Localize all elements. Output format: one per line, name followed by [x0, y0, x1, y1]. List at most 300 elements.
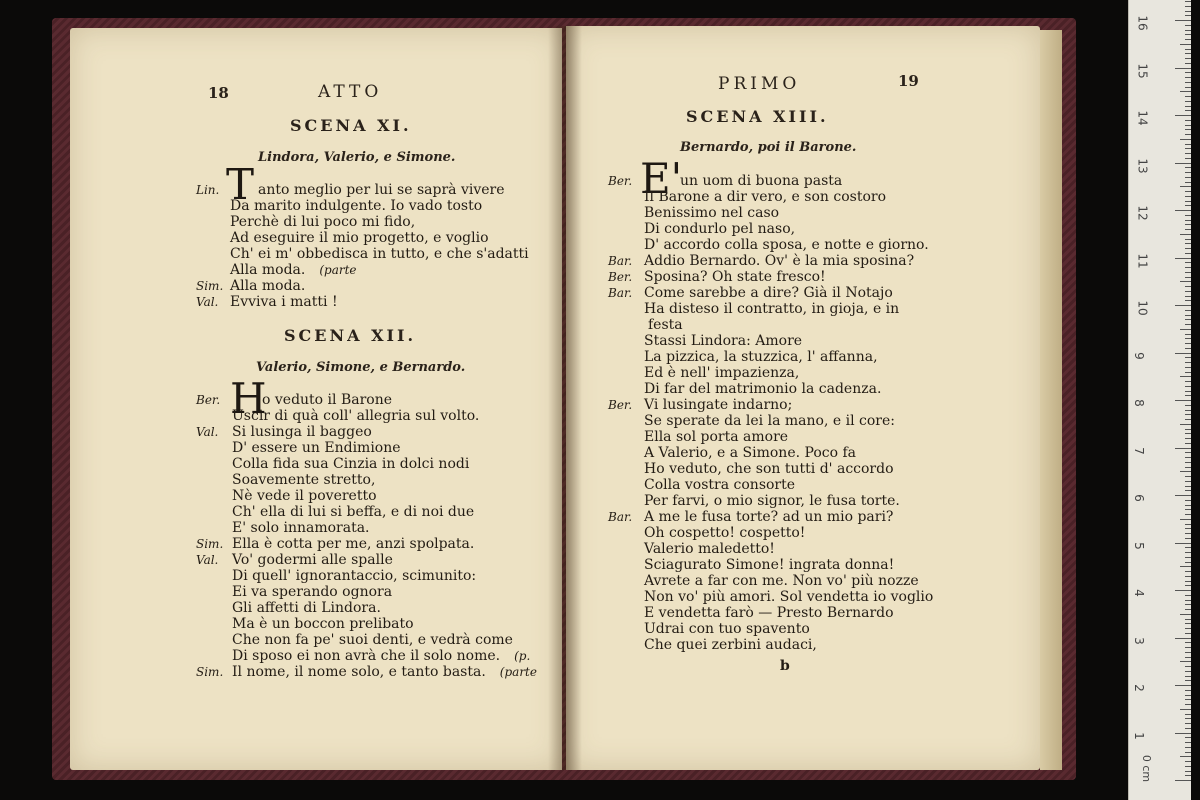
ruler-tick — [1185, 391, 1191, 392]
ruler-tick — [1185, 771, 1191, 772]
ruler-tick — [1185, 338, 1191, 339]
verse-text: festa — [648, 317, 683, 333]
ruler-tick — [1185, 272, 1191, 273]
ruler-tick — [1185, 395, 1191, 396]
ruler-tick — [1180, 376, 1191, 377]
ruler-tick — [1185, 6, 1191, 7]
ruler-tick — [1185, 291, 1191, 292]
ruler-tick — [1185, 63, 1191, 64]
ruler-tick — [1185, 182, 1191, 183]
verse-line — [232, 552, 393, 568]
ruler-tick — [1185, 106, 1191, 107]
verse-text: Se sperate da lei la mano, e il core: — [644, 413, 895, 429]
ruler-tick — [1185, 110, 1191, 111]
ruler-tick — [1185, 125, 1191, 126]
ruler-tick — [1185, 699, 1191, 700]
speaker-label: Val. — [196, 295, 219, 309]
verse-line — [230, 278, 305, 294]
ruler-tick — [1185, 229, 1191, 230]
ruler-tick — [1185, 201, 1191, 202]
ruler-tick — [1185, 728, 1191, 729]
ruler-tick — [1175, 210, 1191, 211]
scene-xi-title: SCENA XI. — [290, 116, 412, 135]
verse-line — [644, 381, 881, 397]
ruler-tick — [1185, 120, 1191, 121]
ruler-tick — [1185, 362, 1191, 363]
verse-line — [644, 365, 799, 381]
verse-text: Nè vede il poveretto — [232, 488, 377, 504]
ruler-tick — [1185, 443, 1191, 444]
ruler-tick — [1185, 419, 1191, 420]
ruler-tick — [1180, 519, 1191, 520]
ruler-tick — [1175, 353, 1191, 354]
ruler-tick — [1185, 414, 1191, 415]
ruler-tick — [1175, 115, 1191, 116]
scene-xii-title: SCENA XII. — [284, 326, 417, 345]
ruler-tick — [1180, 424, 1191, 425]
verse-text: Non vo' più amori. Sol vendetta io voglio — [644, 589, 934, 605]
right-running-head: PRIMO — [718, 74, 801, 94]
ruler-tick — [1185, 72, 1191, 73]
ruler-tick — [1185, 718, 1191, 719]
verse-text: Benissimo nel caso — [644, 205, 780, 221]
verse-line — [232, 616, 414, 632]
verse-line — [644, 189, 886, 205]
ruler-number: 5 — [1131, 541, 1146, 550]
ruler-tick — [1185, 457, 1191, 458]
verse-text: Ei va sperando ognora — [232, 584, 393, 600]
verse-text: Alla moda. — [230, 262, 306, 278]
verse-text: Che non fa pe' suoi denti, e vedrà come — [232, 632, 513, 648]
ruler-unit: 0 cm — [1140, 754, 1154, 783]
ruler-tick — [1185, 429, 1191, 430]
verse-text: Colla vostra consorte — [644, 477, 796, 493]
ruler-tick — [1180, 139, 1191, 140]
verse-line — [258, 182, 505, 198]
verse-line — [644, 285, 893, 301]
verse-line — [232, 536, 474, 552]
scene-xiii-characters: Bernardo, poi il Barone. — [680, 140, 857, 155]
ruler-tick — [1185, 476, 1191, 477]
verse-line — [644, 253, 914, 269]
verse-text: Vo' godermi alle spalle — [232, 552, 393, 568]
verse-text: Il nome, il nome solo, e tanto basta. — [232, 664, 486, 680]
verse-line — [648, 317, 683, 333]
ruler-tick — [1185, 96, 1191, 97]
ruler-tick — [1185, 647, 1191, 648]
ruler-tick — [1185, 671, 1191, 672]
verse-text: Uscir di quà coll' allegria sul volto. — [232, 408, 480, 424]
ruler-tick — [1185, 196, 1191, 197]
ruler-tick — [1185, 500, 1191, 501]
left-running-head: ATTO — [318, 82, 383, 102]
verse-text: Vi lusingate indarno; — [644, 397, 793, 413]
ruler-tick — [1185, 467, 1191, 468]
verse-line — [232, 648, 530, 664]
ruler-tick — [1185, 619, 1191, 620]
ruler-tick — [1185, 604, 1191, 605]
ruler-tick — [1185, 30, 1191, 31]
verse-text: Ad eseguire il mio progetto, e voglio — [230, 230, 489, 246]
ruler-tick — [1185, 1, 1191, 2]
ruler-tick — [1185, 481, 1191, 482]
ruler-tick — [1185, 528, 1191, 529]
ruler-tick — [1185, 167, 1191, 168]
ruler-tick — [1185, 248, 1191, 249]
ruler-tick — [1185, 775, 1191, 776]
speaker-label: Ber. — [608, 174, 633, 188]
ruler-tick — [1175, 780, 1191, 781]
ruler-tick — [1185, 129, 1191, 130]
verse-line — [232, 472, 375, 488]
speaker-label: Ber. — [196, 393, 221, 407]
verse-line — [232, 600, 381, 616]
verse-line — [230, 214, 415, 230]
ruler-tick — [1185, 205, 1191, 206]
verse-text: Di condurlo pel naso, — [644, 221, 796, 237]
verse-text: Gli affetti di Lindora. — [232, 600, 381, 616]
ruler-tick — [1185, 310, 1191, 311]
ruler-tick — [1185, 633, 1191, 634]
ruler-tick — [1185, 704, 1191, 705]
ruler-tick — [1185, 509, 1191, 510]
ruler-tick — [1185, 714, 1191, 715]
verse-text: Udrai con tuo spavento — [644, 621, 810, 637]
speaker-label: Val. — [196, 425, 219, 439]
ruler-tick — [1185, 690, 1191, 691]
verse-text: Per farvi, o mio signor, le fusa torte. — [644, 493, 900, 509]
stage-direction: (parte — [499, 665, 537, 679]
verse-text: Alla moda. — [230, 278, 306, 294]
verse-text: Di sposo ei non avrà che il solo nome. — [232, 648, 501, 664]
ruler-tick — [1185, 452, 1191, 453]
ruler-tick — [1185, 642, 1191, 643]
ruler-tick — [1185, 296, 1191, 297]
ruler-tick — [1175, 305, 1191, 306]
verse-text: o veduto il Barone — [262, 392, 393, 408]
verse-line — [232, 584, 392, 600]
ruler-tick — [1185, 319, 1191, 320]
verse-text: Di far del matrimonio la cadenza. — [644, 381, 882, 397]
ruler-tick — [1185, 752, 1191, 753]
verse-line — [230, 294, 338, 310]
ruler-tick — [1185, 742, 1191, 743]
ruler-tick — [1185, 277, 1191, 278]
ruler-number: 4 — [1131, 589, 1146, 597]
ruler-tick — [1185, 343, 1191, 344]
ruler-tick — [1185, 562, 1191, 563]
ruler-tick — [1175, 20, 1191, 21]
ruler-tick — [1180, 709, 1191, 710]
ruler-tick — [1185, 410, 1191, 411]
verse-line — [644, 205, 779, 221]
ruler-tick — [1185, 623, 1191, 624]
verse-text: D' accordo colla sposa, e notte e giorno. — [644, 237, 929, 253]
verse-text: Ed è nell' impazienza, — [644, 365, 800, 381]
verse-text: A me le fusa torte? ad un mio pari? — [644, 509, 894, 525]
ruler-tick — [1185, 533, 1191, 534]
verse-text: Come sarebbe a dire? Già il Notajo — [644, 285, 893, 301]
ruler-tick — [1185, 381, 1191, 382]
scene-xi-characters: Lindora, Valerio, e Simone. — [258, 150, 456, 165]
verse-line — [232, 568, 476, 584]
ruler-tick — [1185, 158, 1191, 159]
ruler-tick — [1185, 243, 1191, 244]
verse-line — [644, 605, 894, 621]
ruler-tick — [1185, 191, 1191, 192]
verse-line — [232, 424, 372, 440]
ruler-tick — [1175, 400, 1191, 401]
verse-text: La pizzica, la stuzzica, l' affanna, — [644, 349, 878, 365]
ruler-tick — [1185, 657, 1191, 658]
verse-line — [232, 520, 370, 536]
scene-xiii-drop-cap: E' — [640, 154, 683, 203]
verse-text: Ch' ella di lui si beffa, e di noi due — [232, 504, 475, 520]
ruler-tick — [1185, 652, 1191, 653]
ruler-tick — [1180, 471, 1191, 472]
ruler-number: 8 — [1131, 399, 1146, 407]
ruler-tick — [1185, 557, 1191, 558]
ruler-tick — [1185, 148, 1191, 149]
ruler-tick — [1185, 253, 1191, 254]
ruler-tick — [1185, 367, 1191, 368]
signature-mark: b — [780, 658, 790, 674]
ruler-tick — [1175, 163, 1191, 164]
verse-line — [644, 541, 775, 557]
speaker-label: Bar. — [608, 254, 633, 268]
ruler-tick — [1185, 438, 1191, 439]
ruler-number: 3 — [1131, 636, 1146, 645]
verse-text: Da marito indulgente. Io vado tosto — [230, 198, 483, 214]
verse-text: Soavemente stretto, — [232, 472, 376, 488]
verse-text: Valerio maledetto! — [644, 541, 775, 557]
ruler-tick — [1185, 628, 1191, 629]
right-page — [566, 26, 1040, 770]
ruler-tick — [1180, 661, 1191, 662]
ruler-tick — [1185, 405, 1191, 406]
book-gutter — [548, 26, 582, 770]
ruler-number: 14 — [1135, 110, 1150, 126]
verse-line — [232, 440, 401, 456]
ruler-tick — [1185, 372, 1191, 373]
left-page-number: 18 — [208, 84, 229, 102]
verse-text: Oh cospetto! cospetto! — [644, 525, 806, 541]
verse-text: Ma è un boccon prelibato — [232, 616, 414, 632]
verse-text: Ch' ei m' obbedisca in tutto, e che s'adatti — [230, 246, 529, 262]
ruler-tick — [1185, 25, 1191, 26]
verse-text: anto meglio per lui se saprà vivere — [258, 182, 505, 198]
verse-text: Evviva i matti ! — [230, 294, 338, 310]
ruler-tick — [1185, 538, 1191, 539]
scene-xi-drop-cap: T — [226, 160, 255, 209]
verse-line — [644, 589, 933, 605]
verse-line — [644, 557, 894, 573]
ruler-tick — [1175, 685, 1191, 686]
verse-line — [644, 525, 805, 541]
speaker-label: Sim. — [196, 537, 224, 551]
verse-line — [680, 173, 842, 189]
ruler-tick — [1175, 733, 1191, 734]
verse-text: E' solo innamorata. — [232, 520, 370, 536]
speaker-label: Lin. — [196, 183, 220, 197]
verse-line — [644, 413, 895, 429]
verse-line — [644, 221, 795, 237]
ruler-number: 12 — [1135, 205, 1150, 221]
verse-line — [232, 632, 513, 648]
ruler-number: 6 — [1131, 494, 1146, 502]
ruler-tick — [1185, 77, 1191, 78]
ruler-tick — [1175, 68, 1191, 69]
ruler-tick — [1185, 680, 1191, 681]
verse-line — [232, 504, 474, 520]
ruler-tick — [1185, 82, 1191, 83]
ruler-tick — [1185, 486, 1191, 487]
verse-line — [644, 573, 919, 589]
stage-direction: (p. — [514, 649, 531, 663]
ruler-tick — [1185, 676, 1191, 677]
ruler-tick — [1175, 638, 1191, 639]
ruler-tick — [1185, 723, 1191, 724]
verse-line — [230, 230, 489, 246]
ruler-tick — [1185, 49, 1191, 50]
ruler-tick — [1180, 44, 1191, 45]
ruler-tick — [1185, 153, 1191, 154]
right-page-number: 19 — [898, 72, 919, 90]
ruler-tick — [1185, 761, 1191, 762]
ruler-tick — [1175, 258, 1191, 259]
ruler-tick — [1185, 766, 1191, 767]
ruler-tick — [1185, 571, 1191, 572]
verse-text: Stassi Lindora: Amore — [644, 333, 803, 349]
verse-text: Ella è cotta per me, anzi spolpata. — [232, 536, 475, 552]
ruler-tick — [1185, 34, 1191, 35]
verse-line — [232, 488, 377, 504]
verse-text: D' essere un Endimione — [232, 440, 401, 456]
verse-text: Ella sol porta amore — [644, 429, 789, 445]
verse-text: Di quell' ignorantaccio, scimunito: — [232, 568, 477, 584]
speaker-label: Bar. — [608, 510, 633, 524]
ruler-number: 11 — [1135, 252, 1150, 269]
ruler-tick — [1175, 495, 1191, 496]
ruler-tick — [1185, 315, 1191, 316]
ruler-tick — [1185, 600, 1191, 601]
ruler-tick — [1185, 609, 1191, 610]
speaker-label: Bar. — [608, 286, 633, 300]
verse-text: Colla fida sua Cinzia in dolci nodi — [232, 456, 470, 472]
speaker-label: Ber. — [608, 270, 633, 284]
ruler-tick — [1185, 576, 1191, 577]
ruler-tick — [1185, 695, 1191, 696]
ruler-tick — [1185, 747, 1191, 748]
verse-text: Ha disteso il contratto, in gioja, e in — [644, 301, 900, 317]
verse-text: Che quei zerbini audaci, — [644, 637, 817, 653]
verse-line — [644, 301, 899, 317]
ruler-tick — [1185, 286, 1191, 287]
ruler-tick — [1185, 15, 1191, 16]
ruler-number: 1 — [1131, 731, 1146, 740]
verse-line — [644, 509, 893, 525]
verse-text: Sciagurato Simone! ingrata donna! — [644, 557, 895, 573]
ruler-tick — [1185, 524, 1191, 525]
ruler-tick — [1185, 552, 1191, 553]
ruler-tick — [1180, 566, 1191, 567]
verse-line — [644, 621, 810, 637]
ruler-tick — [1185, 172, 1191, 173]
verse-line — [232, 456, 469, 472]
ruler-tick — [1185, 386, 1191, 387]
ruler-number: 16 — [1135, 15, 1150, 31]
verse-line — [644, 445, 856, 461]
ruler-tick — [1185, 334, 1191, 335]
ruler-tick — [1185, 101, 1191, 102]
verse-text: Avrete a far con me. Non vo' più nozze — [644, 573, 919, 589]
ruler-tick — [1180, 186, 1191, 187]
ruler-number: 7 — [1131, 446, 1146, 455]
verse-text: un uom di buona pasta — [680, 173, 843, 189]
ruler-tick — [1185, 357, 1191, 358]
verse-line — [644, 237, 929, 253]
verse-text: A Valerio, e a Simone. Poco fa — [644, 445, 857, 461]
ruler-tick — [1185, 585, 1191, 586]
verse-text: Sposina? Oh state fresco! — [644, 269, 826, 285]
verse-line — [644, 429, 788, 445]
verse-line — [230, 262, 357, 278]
measurement-ruler — [1128, 0, 1191, 800]
page-edges — [1040, 30, 1062, 770]
verse-line — [644, 349, 878, 365]
scene-xii-characters: Valerio, Simone, e Bernardo. — [256, 360, 466, 375]
speaker-label: Sim. — [196, 665, 224, 679]
verse-line — [232, 408, 479, 424]
ruler-tick — [1175, 590, 1191, 591]
verse-line — [230, 246, 529, 262]
verse-line — [644, 493, 900, 509]
ruler-tick — [1185, 267, 1191, 268]
verse-text: E vendetta farò — Presto Bernardo — [644, 605, 894, 621]
ruler-tick — [1180, 614, 1191, 615]
ruler-number: 15 — [1135, 62, 1150, 79]
ruler-tick — [1185, 53, 1191, 54]
ruler-tick — [1180, 281, 1191, 282]
ruler-tick — [1185, 262, 1191, 263]
ruler-tick — [1175, 448, 1191, 449]
ruler-tick — [1185, 39, 1191, 40]
ruler-number: 9 — [1131, 351, 1146, 360]
speaker-label: Val. — [196, 553, 219, 567]
ruler-tick — [1185, 547, 1191, 548]
ruler-tick — [1185, 462, 1191, 463]
ruler-tick — [1180, 756, 1191, 757]
verse-line — [644, 333, 802, 349]
ruler-tick — [1185, 300, 1191, 301]
scene-xii-drop-cap: H — [230, 374, 267, 423]
ruler-tick — [1185, 239, 1191, 240]
stage-direction: (parte — [319, 263, 357, 277]
verse-line — [230, 198, 482, 214]
speaker-label: Ber. — [608, 398, 633, 412]
ruler-tick — [1185, 505, 1191, 506]
ruler-tick — [1180, 91, 1191, 92]
ruler-tick — [1180, 329, 1191, 330]
verse-line — [644, 269, 826, 285]
verse-line — [644, 637, 817, 653]
ruler-tick — [1185, 144, 1191, 145]
verse-line — [262, 392, 392, 408]
ruler-tick — [1185, 324, 1191, 325]
ruler-number: 2 — [1131, 684, 1146, 692]
ruler-tick — [1185, 58, 1191, 59]
ruler-tick — [1185, 215, 1191, 216]
